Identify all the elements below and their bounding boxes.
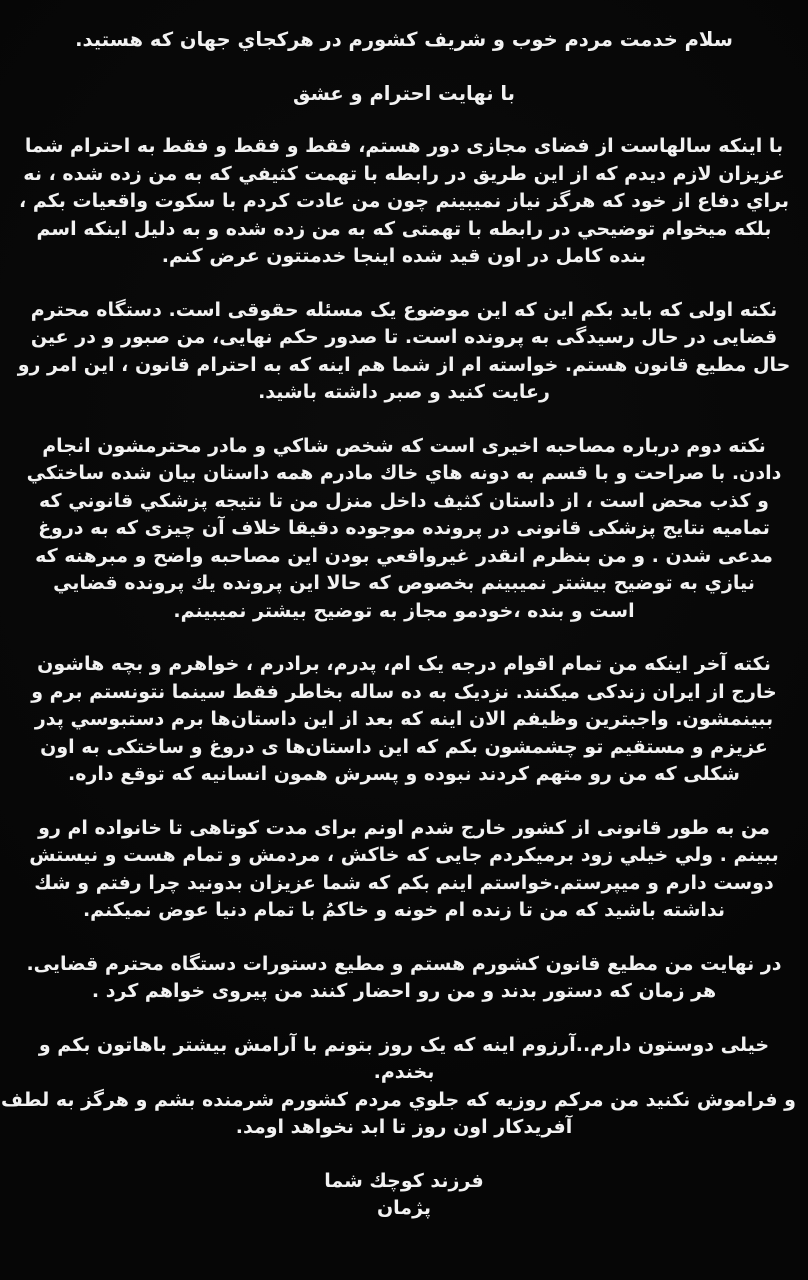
paragraphs [0,133,796,1142]
paragraph [0,1032,796,1142]
letter-heading-text: سلام خدمت مردم خوب و شریف کشورم در هرکجاي جهان که هستید. [75,28,733,51]
paragraph-line: بلکه میخوام توضیحي در رابطه با تهمتی که به من زده شده و به دلیل اینکه اسم [36,217,772,240]
paragraph-line: تمامیه نتایج پزشکی قانونی در پرونده موجوده دقیقا خلاف آن چیزی که به دروغ [38,517,770,539]
paragraph [12,651,796,789]
letter-salutation [12,80,796,108]
paragraph-line: و كذب محض است ، از داستان کثیف داخل منزل من تا نتیجه پزشكي قانوني كه [39,489,769,512]
paragraph-line: حال مطیع قانون هستم. خواسته ام از شما هم اینه که به احترام قانون ، این امر رو [17,353,791,376]
paragraph-line: بنده کامل در اون قید شده اینجا خدمتتون عرض کنم. [161,245,647,267]
paragraph-line: هر زمان که دستور بدند و من رو احضار کنند من پیروی خواهم کرد . [91,980,717,1002]
paragraph-line: و فراموش نکنید من مرکم روزیه که جلوي مردم کشورم شرمنده بشم و هرگز به لطف [0,1088,796,1111]
paragraph-line: آفریدکار اون روز تا ابد نخواهد اومد. [235,1116,573,1138]
letter-heading [12,26,796,54]
paragraph-line: دوست دارم و میپرستم.خواستم اینم بکم که شما عزیزان بدونید چرا رفتم و شك [34,871,774,894]
paragraph-line: نکته اولی که باید بکم این که این موضوع یک مسئله حقوقی است. دستگاه محترم [30,298,778,321]
paragraph-line: شکلی که من رو متهم کردند نبوده و پسرش همون انسانیه که توقع داره. [68,763,740,785]
letter-salutation-text: با نهایت احترام و عشق [293,81,515,105]
signature-block [12,1168,796,1223]
paragraph-line: نیازي به توضیح بیشتر نمیبینم بخصوص که حالا این پرونده یك پرونده قضایي [53,572,755,594]
paragraph-line: ببینم . ولي خیلي زود برمیکردم جایی که خاکش ، مردمش و تمام هست و نیستش [29,844,779,866]
paragraph-line: عزیزان لازم دیدم که از این طریق در رابطه با تهمت کثیفي که به من زده شده ، نه [23,162,785,185]
paragraph-line: ببینمشون. واجبترین وظیفم الان اینه که بعد از این داستان‌ها برم دستبوسي پدر [34,708,774,730]
paragraph-line: من به طور قانونی از کشور خارج شدم اونم برای مدت کوتاهی تا خانواده ام رو [38,816,770,839]
paragraph-line: براي دفاع از خود که هرگز نیاز نمیبینم چون من عادت کردم با سکوت واقعیات بکم ، [19,190,789,212]
paragraph-line: نکته آخر اینکه من تمام اقوام درجه یک ام، پدرم، برادرم ، خواهرم و بچه هاشون [37,653,771,675]
paragraph-line: است و بنده ،خودمو مجاز به توضیح بیشتر نمیبینم. [173,599,635,622]
paragraph [12,433,796,626]
signature-closing: فرزند کوچك شما [324,1169,484,1192]
paragraph-line: دادن. با صراحت و با قسم به دونه هاي خاك مادرم همه داستان بیان شده ساختکي [26,462,782,484]
paragraph-line: قضایی در حال رسیدگی به پرونده است. تا صدور حکم نهایی، من صبور و در عین [30,326,778,348]
paragraph [12,133,796,271]
paragraph-line: رعایت کنید و صبر داشته باشید. [258,381,550,403]
paragraph-line: نداشته باشید که من تا زنده ام خونه و خاکمُ با تمام دنیا عوض نمیکنم. [82,899,726,921]
paragraph-line: خارج از ایران زندکی میکنند. نزدیک به ده ساله بخاطر فقط سینما نتونستم برم و [31,680,777,703]
signature-name: پژمان [376,1197,432,1219]
paragraph-line: نکته دوم درباره مصاحبه اخیری است که شخص شاکي و مادر محترمشون انجام [42,434,766,457]
paragraph-line: در نهایت من مطیع قانون کشورم هستم و مطیع دستورات دستگاه محترم قضایی. [26,952,782,975]
paragraph [12,951,796,1006]
paragraph-line: عزیزم و مستقیم تو چشمشون بکم که این داستان‌ها ی دروغ و ساختکی به اون [40,735,768,758]
paragraph-line: خیلی دوستون دارم..آرزوم اینه که یک روز بتونم با آرامش بیشتر باهاتون بکم و [38,1033,770,1056]
paragraph-line: بخندم. [373,1061,435,1083]
paragraph [12,815,796,925]
paragraph-line: مدعی شدن . و من بنظرم انقدر غیرواقعي بودن این مصاحبه واضح و مبرهنه که [35,544,773,567]
paragraph [12,297,796,407]
paragraph-line: با اینکه سالهاست از فضای مجازی دور هستم، فقط و فقط و فقط به احترام شما [24,135,784,157]
